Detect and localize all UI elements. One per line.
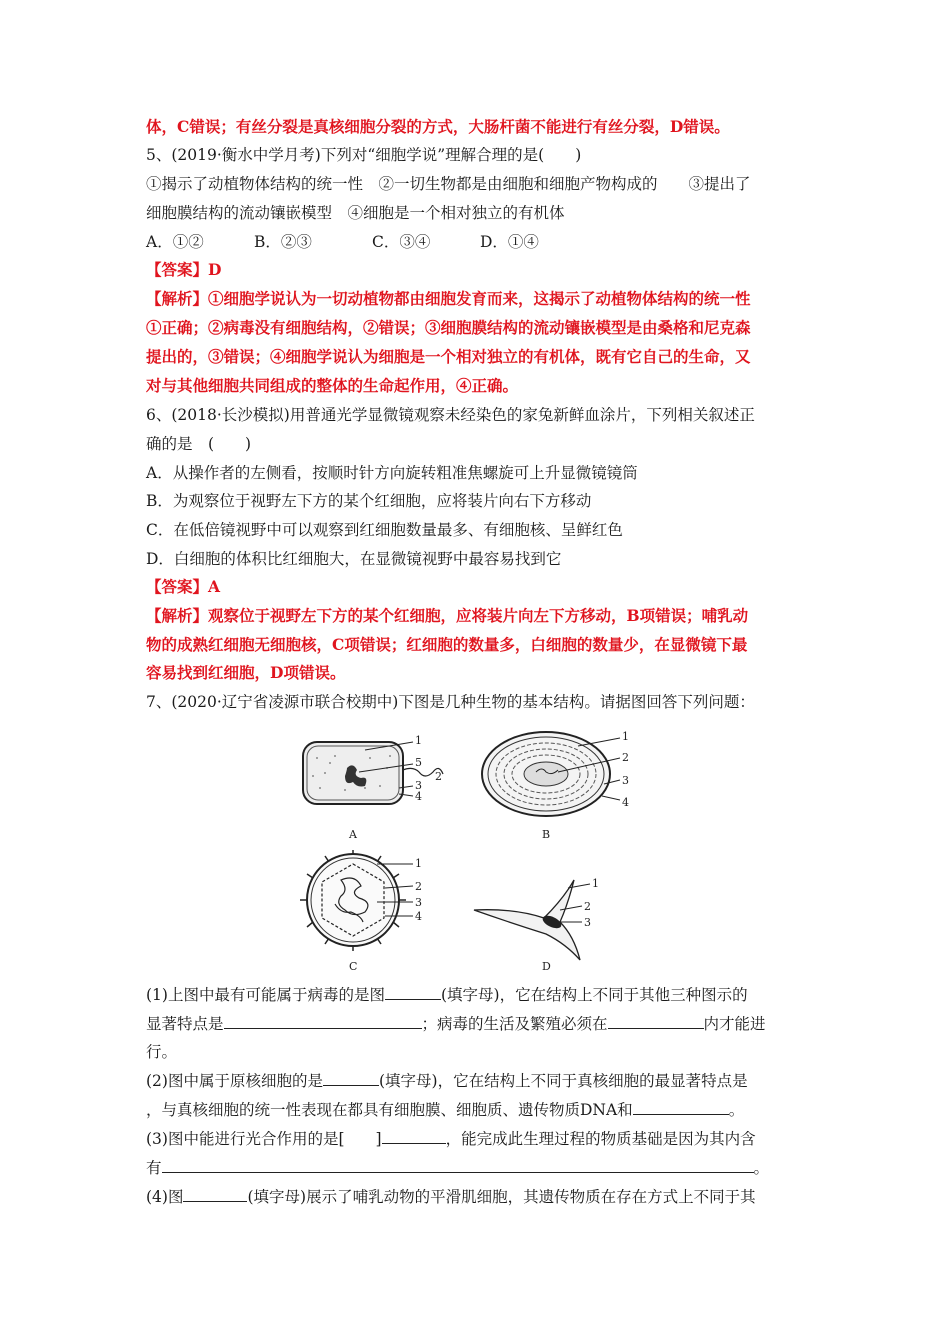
q7-part1-line1 — [146, 983, 806, 1006]
text: ；病毒的生活及繁殖必须在 — [421, 1015, 608, 1033]
q6-stem-1: 6、(2018·长沙模拟)用普通光学显微镜观察未经染色的家兔新鲜血涂片，下列相关叙述正 — [146, 406, 755, 424]
figure-a-bacterium — [295, 728, 465, 852]
q5-options — [146, 231, 806, 253]
q6-option-d: D．白细胞的体积比红细胞大，在显微镜视野中最容易找到它 — [146, 550, 562, 568]
figure-a-label: A — [349, 828, 357, 841]
text: (4)图 — [146, 1188, 184, 1206]
q7-part3-line2 — [146, 1156, 806, 1179]
analysis-tag: 【解析】 — [146, 289, 209, 308]
text: 。 — [728, 1101, 745, 1119]
figure-b-cell — [478, 728, 648, 852]
q6-answer — [146, 576, 806, 598]
figure-d-num-3: 3 — [584, 916, 591, 929]
figure-b-num-2: 2 — [622, 751, 629, 764]
figure-b-num-1: 1 — [622, 730, 629, 743]
q5-analysis-2: ①正确；②病毒没有细胞结构，②错误；③细胞膜结构的流动镶嵌模型是由桑格和尼克森 — [146, 318, 751, 337]
answer-blank[interactable] — [382, 1127, 446, 1144]
figure-c-virus — [295, 850, 445, 979]
text: ，能完成此生理过程的物质基础是因为其内含 — [445, 1130, 756, 1148]
answer-blank[interactable] — [183, 1185, 247, 1202]
analysis-text: 观察位于视野左下方的某个红细胞，应将装片向左下方移动，B项错误；哺乳动 — [208, 606, 749, 625]
figure-a-num-4: 4 — [415, 790, 422, 803]
q7-part1-line2 — [146, 1012, 806, 1035]
q6-stem-2: 确的是 ( ) — [146, 435, 252, 453]
figure-c-num-3: 3 — [415, 896, 422, 909]
text: (3)图中能进行光合作用的是[ ] — [146, 1130, 382, 1148]
figure-d-smooth-muscle — [470, 870, 630, 979]
figure-d-label: D — [542, 960, 551, 973]
q5-statement-2: 细胞膜结构的流动镶嵌模型 ④细胞是一个相对独立的有机体 — [146, 204, 565, 222]
answer-value: D — [208, 260, 222, 279]
q7-stem: 7、(2020·辽宁省凌源市联合校期中)下图是几种生物的基本结构。请据图回答下列问题： — [146, 693, 755, 711]
answer-blank[interactable] — [162, 1156, 754, 1173]
figure-b-label: B — [542, 828, 551, 841]
figure-c-num-1: 1 — [415, 857, 422, 870]
q6-analysis-2: 物的成熟红细胞无细胞核，C项错误；红细胞的数量多，白细胞的数量少，在显微镜下最 — [146, 635, 748, 654]
q5-option-d: D．①④ — [480, 233, 539, 251]
q5-statement-1: ①揭示了动植物体结构的统一性 ②一切生物都是由细胞和细胞产物构成的 ③提出了 — [146, 175, 751, 193]
text: ，与真核细胞的统一性表现在都具有细胞膜、细胞质、遗传物质DNA和 — [146, 1101, 633, 1119]
figure-a-num-5: 5 — [415, 756, 422, 769]
q6-analysis-1 — [146, 605, 806, 627]
text: 内才能进 — [703, 1015, 766, 1033]
answer-value: A — [208, 577, 221, 596]
text: (填字母)，它在结构上不同于其他三种图示的 — [440, 986, 748, 1004]
q7-part2-line2 — [146, 1098, 806, 1121]
figure-c-num-2: 2 — [415, 880, 422, 893]
q5-stem: 5、(2019·衡水中学月考)下列对“细胞学说”理解合理的是( ) — [146, 146, 582, 164]
analysis-text: ①细胞学说认为一切动植物都由细胞发育而来，这揭示了动植物体结构的统一性 — [208, 289, 751, 308]
text: (填字母)，它在结构上不同于真核细胞的最显著特点是 — [378, 1072, 748, 1090]
q6-option-b: B．为观察位于视野左下方的某个红细胞，应将装片向右下方移动 — [146, 492, 592, 510]
answer-blank[interactable] — [224, 1012, 422, 1029]
q5-analysis-3: 提出的，③错误；④细胞学说认为细胞是一个相对独立的有机体，既有它自己的生命，又 — [146, 347, 751, 366]
figure-d-num-2: 2 — [584, 900, 591, 913]
q6-analysis-3: 容易找到红细胞，D项错误。 — [146, 663, 346, 682]
q6-option-a: A．从操作者的左侧看，按顺时针方向旋转粗准焦螺旋可上升显微镜镜筒 — [146, 464, 638, 482]
q7-part2-line1 — [146, 1069, 806, 1092]
text: 有 — [146, 1159, 162, 1177]
answer-tag: 【答案】 — [146, 260, 209, 279]
prev-analysis-tail: 体，C错误；有丝分裂是真核细胞分裂的方式，大肠杆菌不能进行有丝分裂，D错误。 — [146, 117, 730, 136]
q5-answer — [146, 259, 806, 281]
q5-analysis-1 — [146, 288, 806, 310]
q6-option-c: C．在低倍镜视野中可以观察到红细胞数量最多、有细胞核、呈鲜红色 — [146, 521, 623, 539]
answer-blank[interactable] — [323, 1069, 379, 1086]
text: (1)上图中最有可能属于病毒的是图 — [146, 986, 385, 1004]
q5-option-b: B．②③ — [254, 233, 312, 251]
figure-a-num-3: 3 — [415, 779, 422, 792]
q7-part1-line3: 行。 — [146, 1043, 178, 1061]
answer-tag: 【答案】 — [146, 577, 209, 596]
q5-option-c: C．③④ — [372, 233, 431, 251]
q7-part3-line1 — [146, 1127, 806, 1150]
figure-b-num-3: 3 — [622, 774, 629, 787]
analysis-tag: 【解析】 — [146, 606, 209, 625]
answer-blank[interactable] — [633, 1098, 729, 1115]
q5-option-a: A．①② — [146, 233, 204, 251]
figure-d-num-1: 1 — [592, 877, 599, 890]
text: 显著特点是 — [146, 1015, 224, 1033]
figure-c-num-4: 4 — [415, 910, 422, 923]
q5-analysis-4: 对与其他细胞共同组成的整体的生命起作用，④正确。 — [146, 376, 519, 395]
text: (填字母)展示了哺乳动物的平滑肌细胞，其遗传物质在存在方式上不同于其 — [247, 1188, 756, 1206]
answer-blank[interactable] — [385, 983, 441, 1000]
text: 。 — [753, 1159, 770, 1177]
q7-part4-line1 — [146, 1185, 806, 1208]
answer-blank[interactable] — [608, 1012, 704, 1029]
figure-c-label: C — [349, 960, 358, 973]
figure-a-num-1: 1 — [415, 734, 422, 747]
text: (2)图中属于原核细胞的是 — [146, 1072, 323, 1090]
figure-b-num-4: 4 — [622, 796, 629, 809]
figure-a-num-2: 2 — [435, 770, 442, 783]
